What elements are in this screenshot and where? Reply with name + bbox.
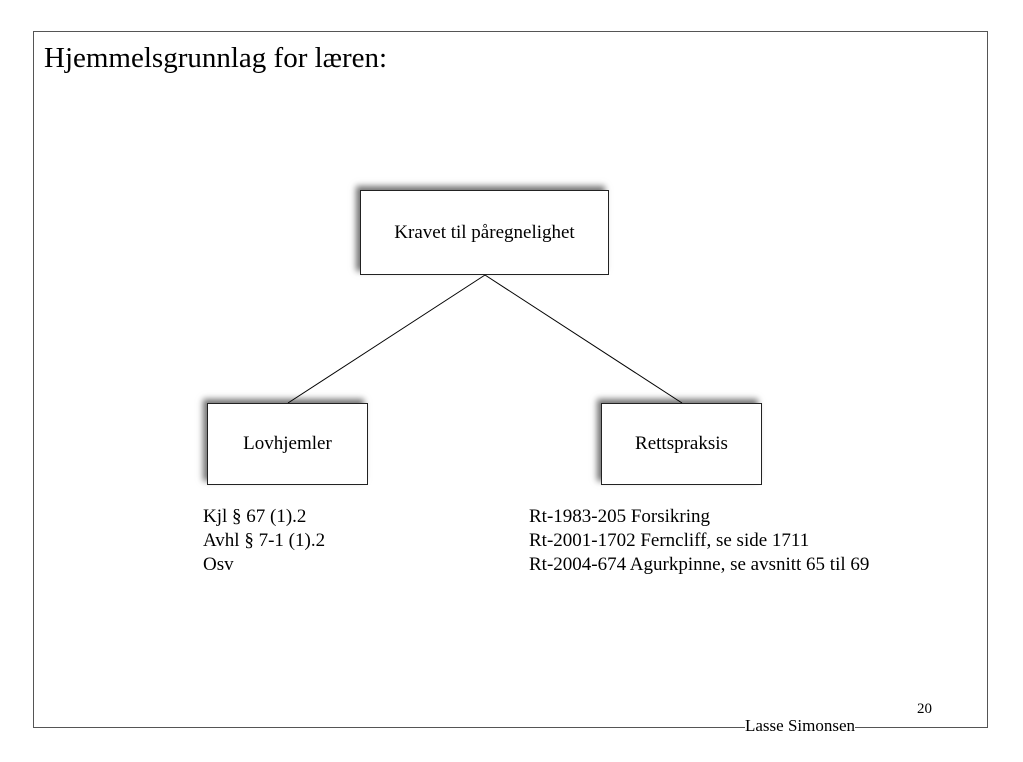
statute-item: Avhl § 7-1 (1).2 — [203, 530, 326, 551]
left-node — [207, 403, 368, 485]
case-law-item: Rt-2001-1702 Ferncliff, se side 1711 — [529, 530, 810, 551]
statute-item: Kjl § 67 (1).2 — [203, 506, 307, 527]
connector-root-left — [288, 275, 485, 403]
author-name: Lasse Simonsen — [745, 716, 856, 735]
case-law-item: Rt-2004-674 Agurkpinne, se avsnitt 65 til 69 — [529, 554, 870, 575]
case-law-list — [529, 505, 869, 577]
root-node — [360, 190, 609, 275]
footer-divider-left — [33, 727, 732, 728]
slide-title: Hjemmelsgrunnlag for læren: — [44, 42, 388, 74]
statute-list — [203, 505, 325, 577]
case-law-item: Rt-1983-205 Forsikring — [529, 506, 711, 527]
connector-root-right — [485, 275, 682, 403]
left-node-label: Lovhjemler — [243, 433, 332, 454]
page-number: 20 — [917, 701, 932, 717]
statute-item: Osv — [203, 554, 234, 575]
root-node-label: Kravet til påregnelighet — [394, 221, 575, 243]
right-node-label: Rettspraksis — [635, 433, 728, 454]
footer-divider-right — [901, 727, 988, 728]
right-node — [601, 403, 762, 485]
